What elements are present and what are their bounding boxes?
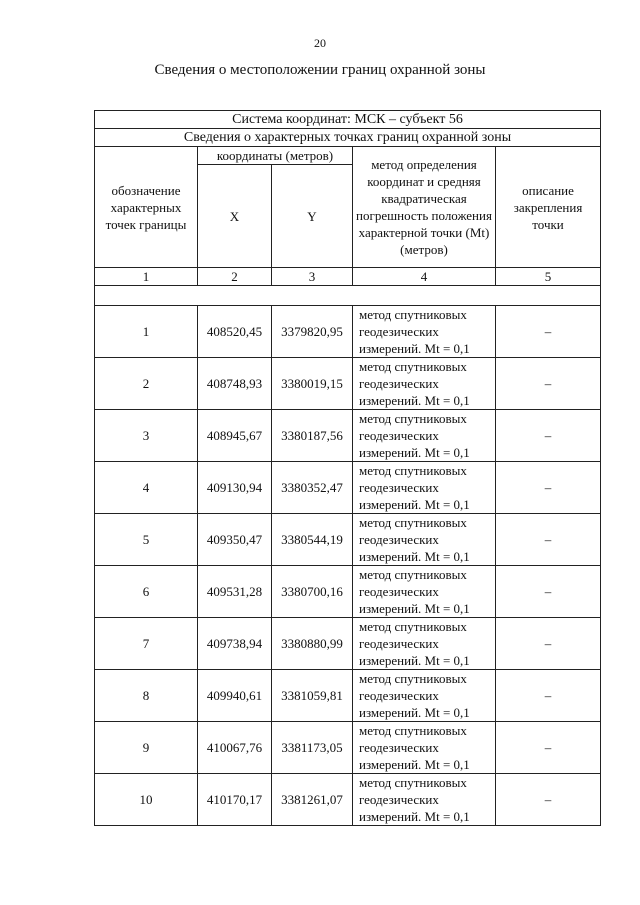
col-header-x: X: [198, 165, 272, 268]
col-header-coordinates: координаты (метров): [198, 147, 353, 165]
x-coordinate-cell: 410170,17: [198, 774, 272, 826]
description-cell: –: [496, 566, 601, 618]
method-line: измерений. Mt = 0,1: [359, 341, 470, 356]
method-line: измерений. Mt = 0,1: [359, 601, 470, 616]
description-cell: –: [496, 774, 601, 826]
point-number-cell: 1: [95, 306, 198, 358]
method-cell: [353, 306, 496, 358]
method-line: метод спутниковых: [359, 775, 467, 790]
empty-separator-cell: [95, 286, 601, 306]
point-number-cell: 9: [95, 722, 198, 774]
method-line: метод спутниковых: [359, 723, 467, 738]
method-line: измерений. Mt = 0,1: [359, 497, 470, 512]
method-cell: [353, 774, 496, 826]
table-row: [95, 462, 601, 514]
y-coordinate-cell: 3380544,19: [272, 514, 353, 566]
method-line: метод спутниковых: [359, 463, 467, 478]
method-line: геодезических: [359, 740, 439, 755]
col-number-2: 2: [198, 268, 272, 286]
method-line: измерений. Mt = 0,1: [359, 757, 470, 772]
method-cell: [353, 514, 496, 566]
document-title: Сведения о местоположении границ охранной зоны: [154, 62, 486, 78]
table-row: [95, 618, 601, 670]
coordinate-system-header: Система координат: МСК – субъект 56: [95, 111, 601, 129]
col-header-method: метод определения координат и средняя квадратическая погрешность положения характерной точки (Mt) (метров): [353, 147, 496, 268]
point-number-cell: 7: [95, 618, 198, 670]
method-line: метод спутниковых: [359, 307, 467, 322]
x-coordinate-cell: 409350,47: [198, 514, 272, 566]
page-number: 20: [314, 36, 326, 50]
x-coordinate-cell: 409531,28: [198, 566, 272, 618]
table-row: [95, 514, 601, 566]
table-row: [95, 566, 601, 618]
col-number-1: 1: [95, 268, 198, 286]
method-line: геодезических: [359, 636, 439, 651]
method-line: геодезических: [359, 376, 439, 391]
method-line: геодезических: [359, 324, 439, 339]
point-number-cell: 3: [95, 410, 198, 462]
table-row: [95, 410, 601, 462]
table-row: [95, 722, 601, 774]
y-coordinate-cell: 3380352,47: [272, 462, 353, 514]
y-coordinate-cell: 3380880,99: [272, 618, 353, 670]
method-line: геодезических: [359, 792, 439, 807]
method-cell: [353, 410, 496, 462]
table-row: [95, 774, 601, 826]
point-number-cell: 5: [95, 514, 198, 566]
method-cell: [353, 566, 496, 618]
section-header: Сведения о характерных точках границ охранной зоны: [95, 129, 601, 147]
method-line: метод спутниковых: [359, 619, 467, 634]
method-cell: [353, 358, 496, 410]
empty-separator-row: [95, 286, 601, 306]
description-cell: –: [496, 514, 601, 566]
y-coordinate-cell: 3381261,07: [272, 774, 353, 826]
method-line: метод спутниковых: [359, 671, 467, 686]
table-row: [95, 306, 601, 358]
description-cell: –: [496, 462, 601, 514]
method-line: геодезических: [359, 532, 439, 547]
point-number-cell: 10: [95, 774, 198, 826]
table-row: [95, 358, 601, 410]
description-cell: –: [496, 722, 601, 774]
method-line: геодезических: [359, 428, 439, 443]
method-cell: [353, 670, 496, 722]
col-header-description: описание закрепления точки: [496, 147, 601, 268]
x-coordinate-cell: 409940,61: [198, 670, 272, 722]
method-cell: [353, 722, 496, 774]
col-number-4: 4: [353, 268, 496, 286]
point-number-cell: 4: [95, 462, 198, 514]
method-line: геодезических: [359, 688, 439, 703]
x-coordinate-cell: 410067,76: [198, 722, 272, 774]
col-header-designation: обозначение характерных точек границы: [95, 147, 198, 268]
x-coordinate-cell: 409738,94: [198, 618, 272, 670]
description-cell: –: [496, 306, 601, 358]
method-line: метод спутниковых: [359, 411, 467, 426]
x-coordinate-cell: 408520,45: [198, 306, 272, 358]
y-coordinate-cell: 3379820,95: [272, 306, 353, 358]
boundary-points-table: [94, 110, 601, 826]
x-coordinate-cell: 408945,67: [198, 410, 272, 462]
x-coordinate-cell: 409130,94: [198, 462, 272, 514]
col-header-y: Y: [272, 165, 353, 268]
method-line: метод спутниковых: [359, 515, 467, 530]
table-row: [95, 670, 601, 722]
method-line: метод спутниковых: [359, 567, 467, 582]
method-cell: [353, 462, 496, 514]
col-number-3: 3: [272, 268, 353, 286]
y-coordinate-cell: 3380700,16: [272, 566, 353, 618]
y-coordinate-cell: 3380187,56: [272, 410, 353, 462]
y-coordinate-cell: 3381059,81: [272, 670, 353, 722]
method-cell: [353, 618, 496, 670]
method-line: метод спутниковых: [359, 359, 467, 374]
method-line: измерений. Mt = 0,1: [359, 653, 470, 668]
method-line: измерений. Mt = 0,1: [359, 393, 470, 408]
point-number-cell: 8: [95, 670, 198, 722]
y-coordinate-cell: 3380019,15: [272, 358, 353, 410]
description-cell: –: [496, 618, 601, 670]
col-number-5: 5: [496, 268, 601, 286]
point-number-cell: 6: [95, 566, 198, 618]
method-line: измерений. Mt = 0,1: [359, 809, 470, 824]
method-line: измерений. Mt = 0,1: [359, 445, 470, 460]
method-line: измерений. Mt = 0,1: [359, 549, 470, 564]
method-line: геодезических: [359, 584, 439, 599]
x-coordinate-cell: 408748,93: [198, 358, 272, 410]
description-cell: –: [496, 358, 601, 410]
point-number-cell: 2: [95, 358, 198, 410]
description-cell: –: [496, 670, 601, 722]
description-cell: –: [496, 410, 601, 462]
method-line: геодезических: [359, 480, 439, 495]
method-line: измерений. Mt = 0,1: [359, 705, 470, 720]
y-coordinate-cell: 3381173,05: [272, 722, 353, 774]
